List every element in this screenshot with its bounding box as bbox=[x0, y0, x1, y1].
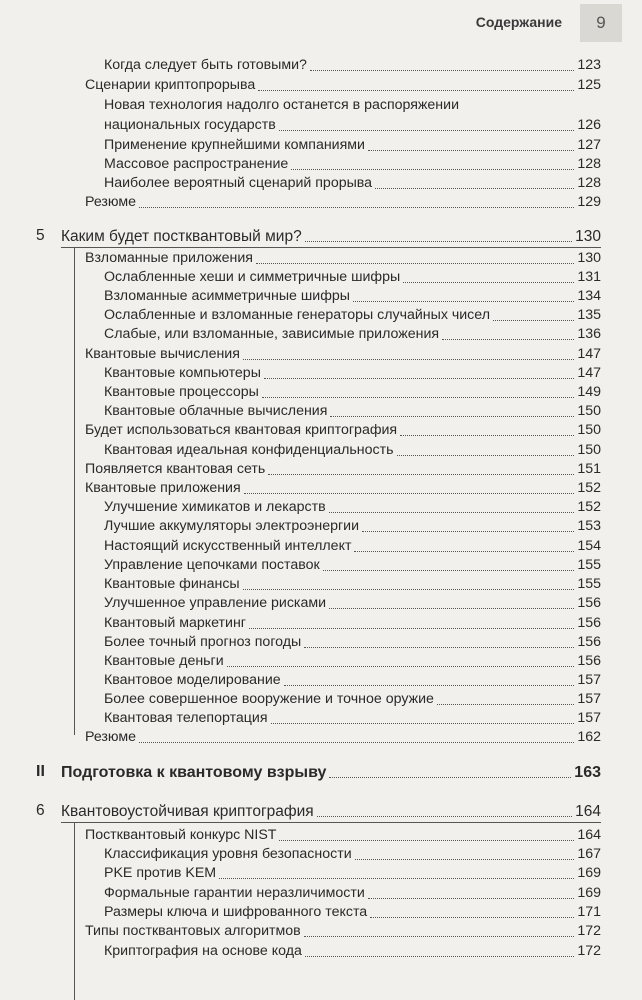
chapter-entry[interactable]: Каким будет постквантовый мир? 130 bbox=[61, 228, 601, 245]
chapter-number: 5 bbox=[36, 227, 45, 244]
toc-entry[interactable]: Улучшение химикатов и лекарств 152 bbox=[104, 499, 601, 515]
toc-entry[interactable]: Квантовые компьютеры 147 bbox=[104, 365, 601, 381]
toc-entry[interactable]: Появляется квантовая сеть 151 bbox=[85, 461, 601, 477]
toc-entry[interactable]: Квантовые процессоры 149 bbox=[104, 384, 601, 400]
toc-entry[interactable]: Резюме 129 bbox=[85, 194, 601, 210]
section-bracket bbox=[74, 248, 75, 735]
toc-entry[interactable]: Будет использоваться квантовая криптография 150 bbox=[85, 422, 601, 438]
toc-entry[interactable]: Квантовый маркетинг 156 bbox=[104, 615, 601, 631]
toc-entry[interactable]: Взломанные асимметричные шифры 134 bbox=[104, 288, 601, 304]
toc-entry[interactable]: Ослабленные хеши и симметричные шифры 131 bbox=[104, 269, 601, 285]
toc-entry[interactable]: Квантовая телепортация 157 bbox=[104, 710, 601, 726]
toc-entry[interactable]: Классификация уровня безопасности 167 bbox=[104, 846, 601, 862]
toc-entry[interactable]: Криптография на основе кода 172 bbox=[104, 943, 601, 959]
toc-entry[interactable]: Наиболее вероятный сценарий прорыва 128 bbox=[104, 175, 601, 191]
toc-entry[interactable]: Более точный прогноз погоды 156 bbox=[104, 634, 601, 650]
toc-entry[interactable]: Типы постквантовых алгоритмов 172 bbox=[85, 923, 601, 939]
toc-entry[interactable]: Сценарии криптопрорыва 125 bbox=[85, 77, 601, 93]
toc-entry[interactable]: Улучшенное управление рисками 156 bbox=[104, 595, 601, 611]
toc-entry[interactable]: Квантовые облачные вычисления 150 bbox=[104, 403, 601, 419]
toc-entry[interactable]: Размеры ключа и шифрованного текста 171 bbox=[104, 904, 601, 920]
toc-entry[interactable]: Массовое распространение 128 bbox=[104, 156, 601, 172]
chapter-number: 6 bbox=[36, 802, 45, 819]
toc-entry[interactable]: Ослабленные и взломанные генераторы случайных чисел 135 bbox=[104, 307, 601, 323]
toc-entry[interactable]: PKE против KEM 169 bbox=[104, 865, 601, 881]
section-bracket bbox=[74, 823, 75, 1000]
header-title: Содержание bbox=[475, 14, 562, 30]
toc-entry[interactable]: национальных государств 126 bbox=[104, 117, 601, 133]
chapter-rule bbox=[61, 247, 601, 248]
toc-entry[interactable]: Квантовые финансы 155 bbox=[104, 576, 601, 592]
toc-entry[interactable]: Слабые, или взломанные, зависимые приложения 136 bbox=[104, 326, 601, 342]
toc-entry[interactable]: Взломанные приложения 130 bbox=[85, 250, 601, 266]
toc-entry[interactable]: Квантовые деньги 156 bbox=[104, 653, 601, 669]
toc-entry[interactable]: Квантовая идеальная конфиденциальность 150 bbox=[104, 442, 601, 458]
part-number: II bbox=[36, 763, 45, 780]
toc-entry[interactable]: Квантовые приложения 152 bbox=[85, 480, 601, 496]
page-number: 9 bbox=[580, 4, 622, 42]
chapter-rule bbox=[61, 822, 601, 823]
toc-entry-line1: Новая технология надолго останется в распоряжении bbox=[104, 97, 459, 113]
toc-entry[interactable]: Резюме 162 bbox=[85, 729, 601, 745]
toc-entry[interactable]: Квантовое моделирование 157 bbox=[104, 672, 601, 688]
toc-entry[interactable]: Управление цепочками поставок 155 bbox=[104, 557, 601, 573]
toc-entry[interactable]: Настоящий искусственный интеллект 154 bbox=[104, 538, 601, 554]
toc-entry[interactable]: Применение крупнейшими компаниями 127 bbox=[104, 137, 601, 153]
toc-entry[interactable]: Квантовые вычисления 147 bbox=[85, 346, 601, 362]
toc-entry[interactable]: Постквантовый конкурс NIST 164 bbox=[85, 827, 601, 843]
toc-entry[interactable]: Более совершенное вооружение и точное оружие 157 bbox=[104, 691, 601, 707]
toc-entry[interactable]: Когда следует быть готовыми? 123 bbox=[104, 57, 601, 73]
chapter-entry[interactable]: Квантовоустойчивая криптография 164 bbox=[61, 803, 601, 820]
part-entry[interactable]: Подготовка к квантовому взрыву 163 bbox=[61, 764, 601, 781]
toc-entry[interactable]: Лучшие аккумуляторы электроэнергии 153 bbox=[104, 518, 601, 534]
toc-entry[interactable]: Формальные гарантии неразличимости 169 bbox=[104, 885, 601, 901]
